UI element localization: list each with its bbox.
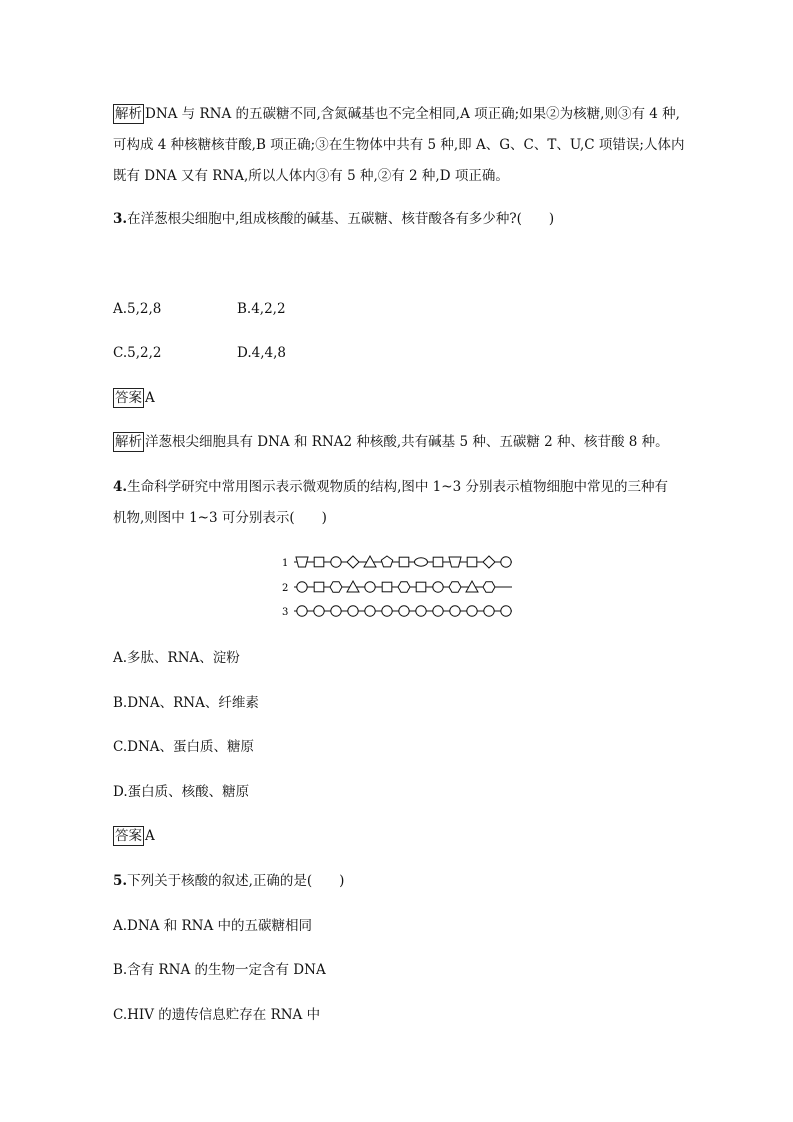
question-5-option-b: B.含有 RNA 的生物一定含有 DNA: [113, 962, 326, 978]
monomer-square: [314, 582, 324, 592]
analysis-tag: 解析: [115, 434, 142, 450]
monomer-diamond: [347, 556, 359, 568]
question-3-stem: [113, 209, 554, 229]
question-4-option-d: D.蛋白质、核酸、糖原: [113, 784, 250, 800]
question-4-option-c: C.DNA、蛋白质、糖原: [113, 739, 255, 755]
monomer-circle: [467, 606, 477, 616]
question-3-options-row-2: [113, 343, 286, 363]
answer-tag: 答案: [115, 828, 142, 844]
question-number: 3.: [113, 211, 128, 227]
monomer-circle: [297, 582, 307, 592]
analysis-tag: 解析: [115, 106, 142, 122]
monomer-ellipse: [415, 558, 428, 566]
analysis-line-3: 既有 DNA 又有 RNA,所以人体内③有 5 种,②有 2 种,D 项正确。: [113, 168, 509, 184]
monomer-square: [382, 582, 392, 592]
monomer-square: [467, 557, 477, 567]
monomer-square: [416, 582, 426, 592]
answer-value: A: [145, 390, 155, 406]
monomer-square: [314, 557, 324, 567]
question-3-analysis: [113, 432, 669, 452]
monomer-trapezoid: [449, 557, 461, 567]
monomer-circle: [365, 582, 375, 592]
analysis-text: 洋葱根尖细胞具有 DNA 和 RNA2 种核酸,共有碱基 5 种、五碳糖 2 种、核苷酸 8 种。: [145, 434, 669, 450]
monomer-circle: [348, 606, 358, 616]
monomer-hexagon: [398, 582, 410, 592]
question-4-option-b: B.DNA、RNA、纤维素: [113, 695, 259, 711]
option-d: D.4,4,8: [237, 345, 286, 361]
monomer-circle: [433, 582, 443, 592]
monomer-pentagon: [381, 556, 392, 567]
monomer-circle: [399, 606, 409, 616]
monomer-circle: [297, 606, 307, 616]
monomer-square: [433, 557, 443, 567]
question-text: 在洋葱根尖细胞中,组成核酸的碱基、五碳糖、核苷酸各有多少种?( ): [127, 211, 555, 227]
row-label: 2: [282, 583, 289, 594]
monomer-diamond: [483, 556, 495, 568]
analysis-text: DNA 与 RNA 的五碳糖不同,含氮碱基也不完全相同,A 项正确;如果②为核糖,则③有 4 种,: [145, 106, 680, 122]
question-3-answer: [113, 388, 155, 408]
question-5-stem: [113, 871, 344, 891]
monomer-hexagon: [449, 582, 461, 592]
molecule-structure-diagram: [280, 549, 520, 625]
monomer-trapezoid: [296, 557, 308, 567]
answer-value: A: [145, 828, 155, 844]
analysis-line-2: 可构成 4 种核糖核苷酸,B 项正确;③在生物体中共有 5 种,即 A、G、C、T、U,C 项错误;人体内: [113, 137, 685, 153]
question-4-answer: [113, 826, 155, 846]
monomer-circle: [314, 606, 324, 616]
monomer-circle: [331, 557, 341, 567]
row-label: 3: [282, 607, 289, 618]
question-number: 4.: [113, 479, 128, 495]
question-3-options-row-1: [113, 299, 286, 319]
option-c: C.5,2,2: [113, 345, 162, 361]
row-label: 1: [282, 558, 289, 569]
answer-tag: 答案: [115, 390, 142, 406]
question-5-option-a: A.DNA 和 RNA 中的五碳糖相同: [113, 918, 313, 934]
monomer-circle: [382, 606, 392, 616]
question-4-stem-line-1: [113, 477, 668, 497]
monomer-hexagon: [330, 582, 342, 592]
monomer-circle: [365, 606, 375, 616]
monomer-square: [399, 557, 409, 567]
monomer-circle: [450, 606, 460, 616]
molecule-diagram-svg: [280, 549, 520, 625]
monomer-circle: [331, 606, 341, 616]
monomer-circle: [416, 606, 426, 616]
monomer-circle: [433, 606, 443, 616]
option-b: B.4,2,2: [237, 301, 286, 317]
monomer-hexagon: [483, 582, 495, 592]
question-text: 生命科学研究中常用图示表示微观物质的结构,图中 1~3 分别表示植物细胞中常见的三种有: [127, 479, 668, 495]
question-4-option-a: A.多肽、RNA、淀粉: [113, 650, 240, 666]
question-number: 5.: [113, 873, 128, 889]
question-4-stem-line-2: 机物,则图中 1~3 可分别表示( ): [113, 510, 327, 526]
option-a: A.5,2,8: [113, 301, 162, 317]
monomer-circle: [484, 606, 494, 616]
question-5-option-c: C.HIV 的遗传信息贮存在 RNA 中: [113, 1007, 321, 1023]
monomer-circle: [501, 557, 511, 567]
monomer-circle: [501, 606, 511, 616]
analysis-line-1: [113, 104, 680, 124]
question-text: 下列关于核酸的叙述,正确的是( ): [127, 873, 345, 889]
